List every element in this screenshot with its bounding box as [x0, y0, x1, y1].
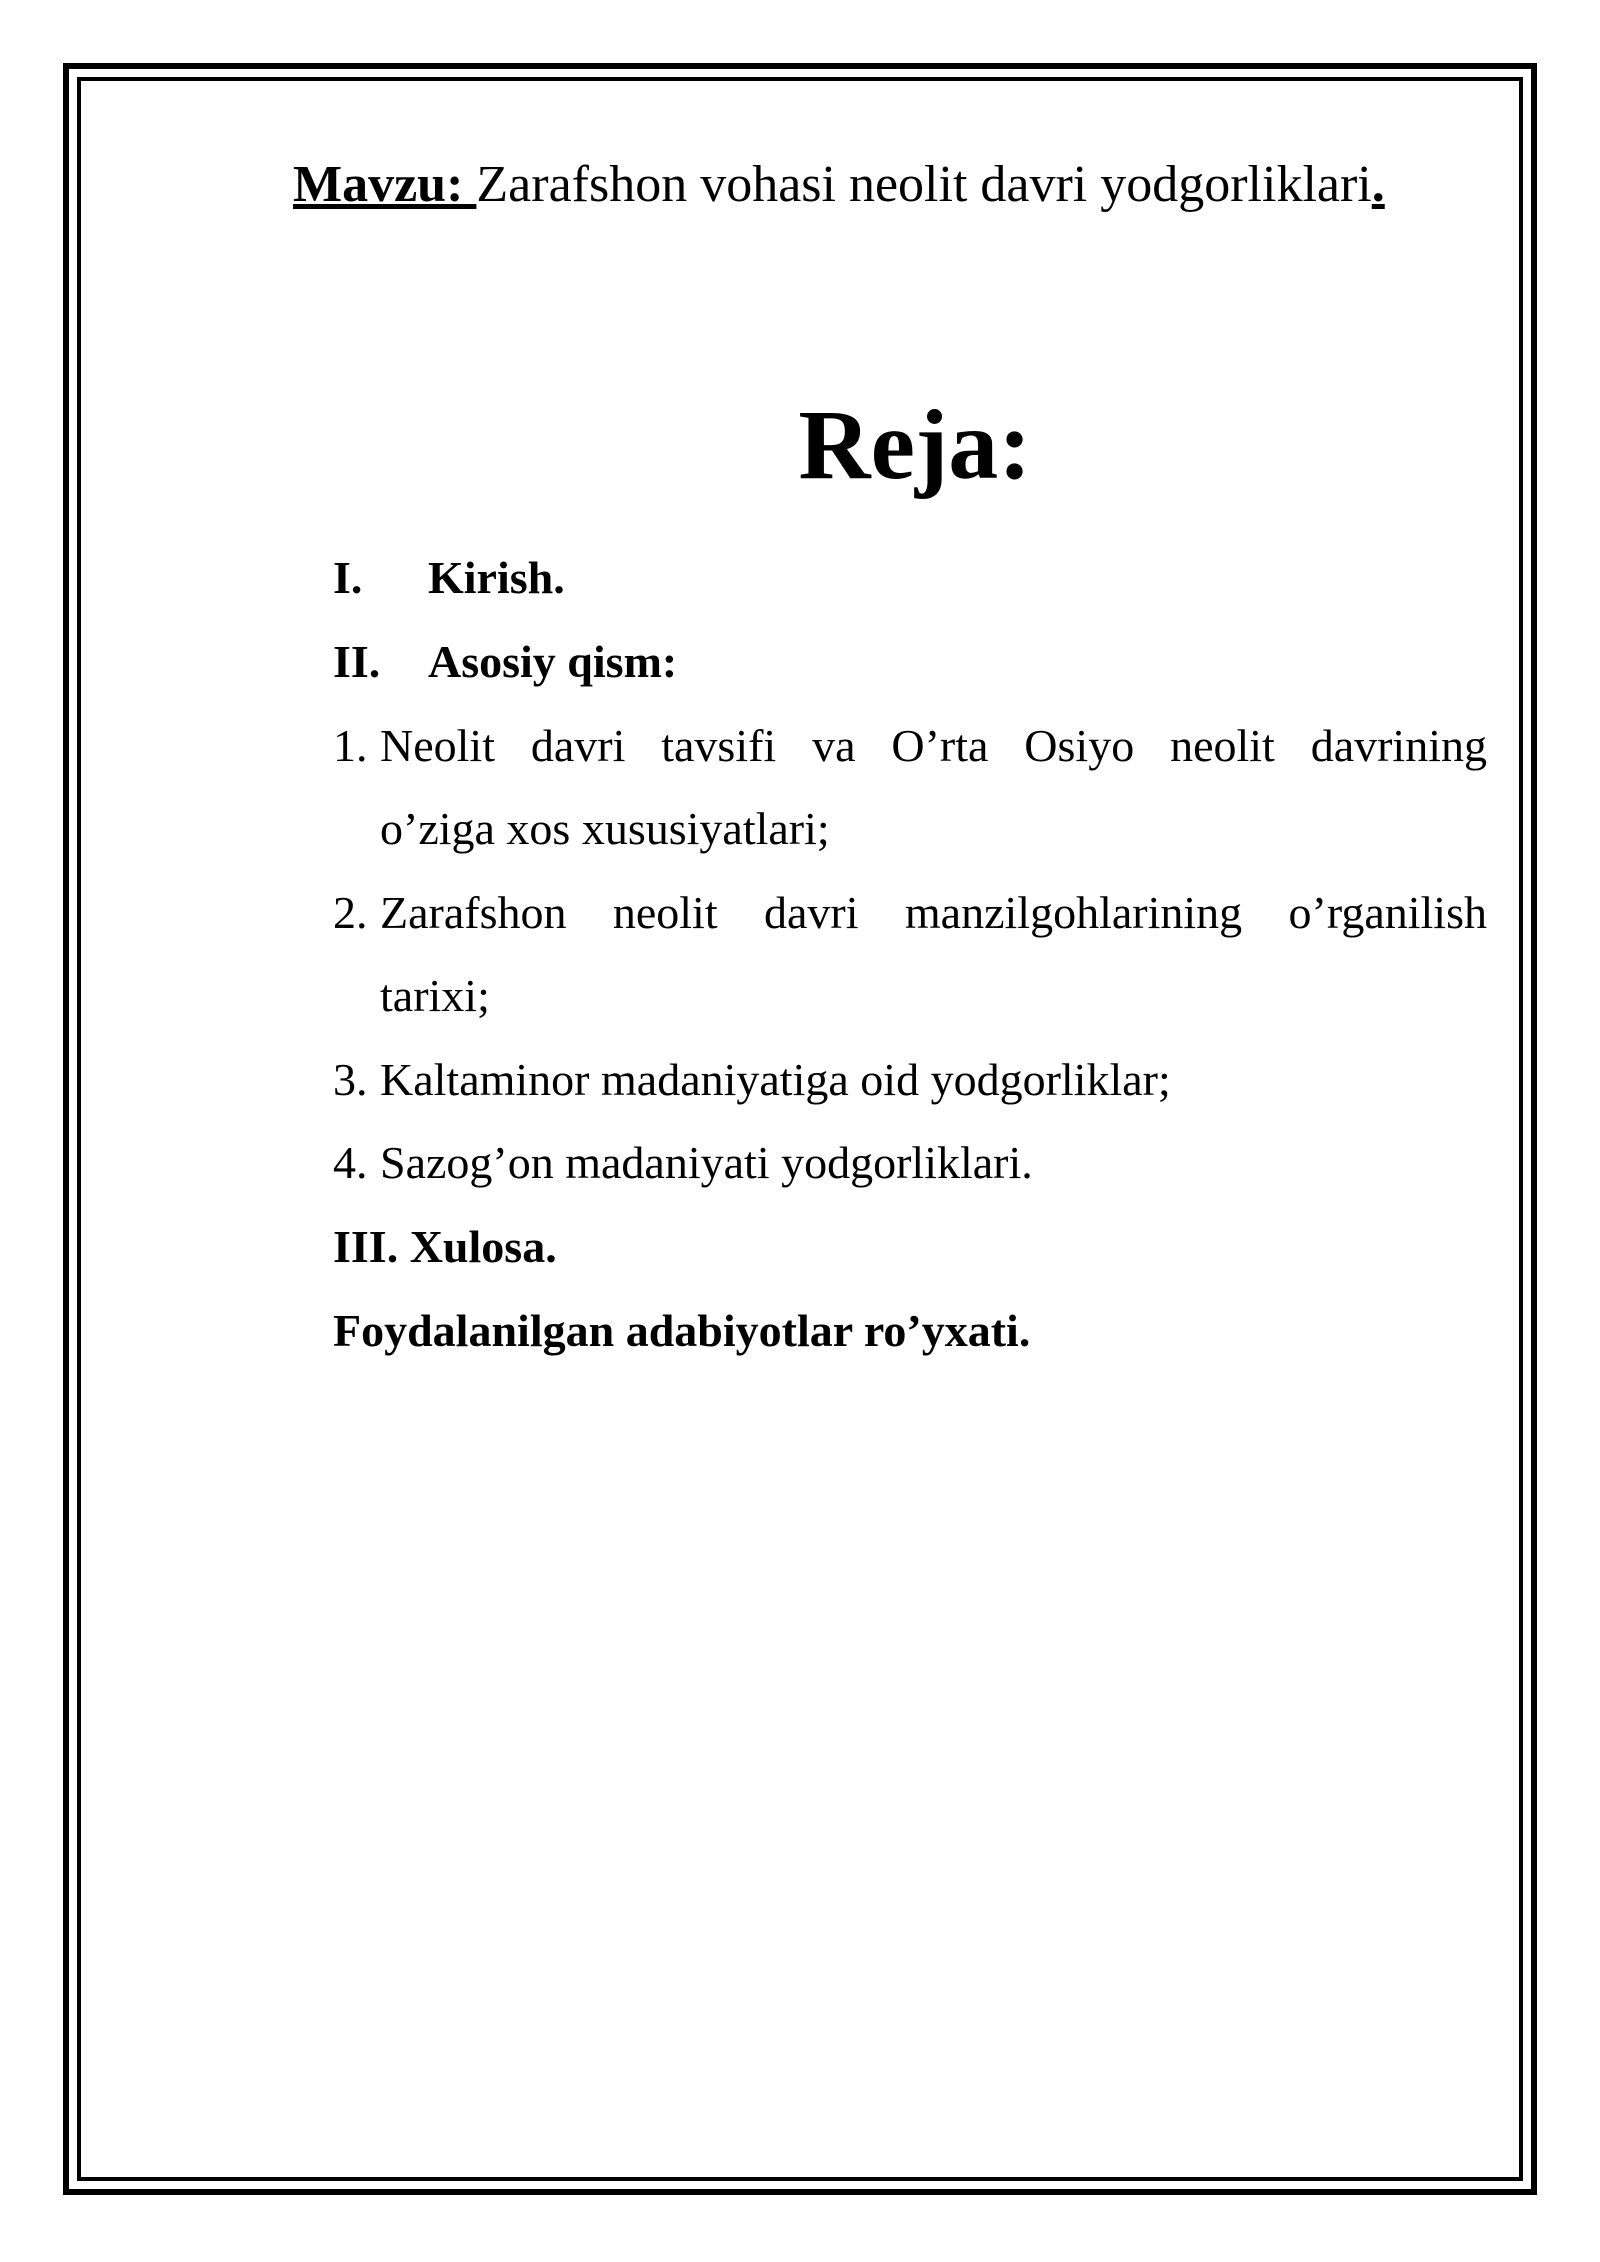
plan-heading: Reja:	[798, 389, 1032, 500]
item-text-line1: Neolit davri tavsifi va O’rta Osiyo neolit davrining	[380, 720, 1487, 771]
item-number: 2.	[333, 887, 368, 938]
plan-section-main	[0, 632, 1600, 692]
item-text-line1: Zarafshon neolit davri manzilgohlarining o’rganilish	[380, 887, 1487, 938]
section-numeral: I.	[333, 552, 363, 603]
item-text-line2: o’ziga xos xususiyatlari;	[380, 803, 830, 854]
section-numeral: II.	[333, 636, 381, 687]
item-text-line1: Kaltaminor madaniyatiga oid yodgorliklar;	[380, 1054, 1171, 1105]
section-title: Kirish.	[428, 552, 565, 603]
topic-label: Mavzu:	[293, 156, 477, 213]
topic-text: Zarafshon vohasi neolit davri yodgorliklari	[476, 156, 1372, 213]
item-text-line1: Sazog’on madaniyati yodgorliklari.	[380, 1137, 1033, 1188]
item-number: 3.	[333, 1054, 368, 1105]
topic-line	[293, 150, 1385, 220]
section-title: Asosiy qism:	[428, 636, 678, 687]
topic-period: .	[1371, 156, 1385, 213]
item-number: 1.	[333, 720, 368, 771]
plan-conclusion: III. Xulosa.	[333, 1221, 557, 1272]
plan-section-intro	[0, 548, 1600, 608]
plan-references: Foydalanilgan adabiyotlar ro’yxati.	[333, 1305, 1031, 1356]
item-number: 4.	[333, 1137, 368, 1188]
item-text-line2: tarixi;	[380, 970, 490, 1021]
